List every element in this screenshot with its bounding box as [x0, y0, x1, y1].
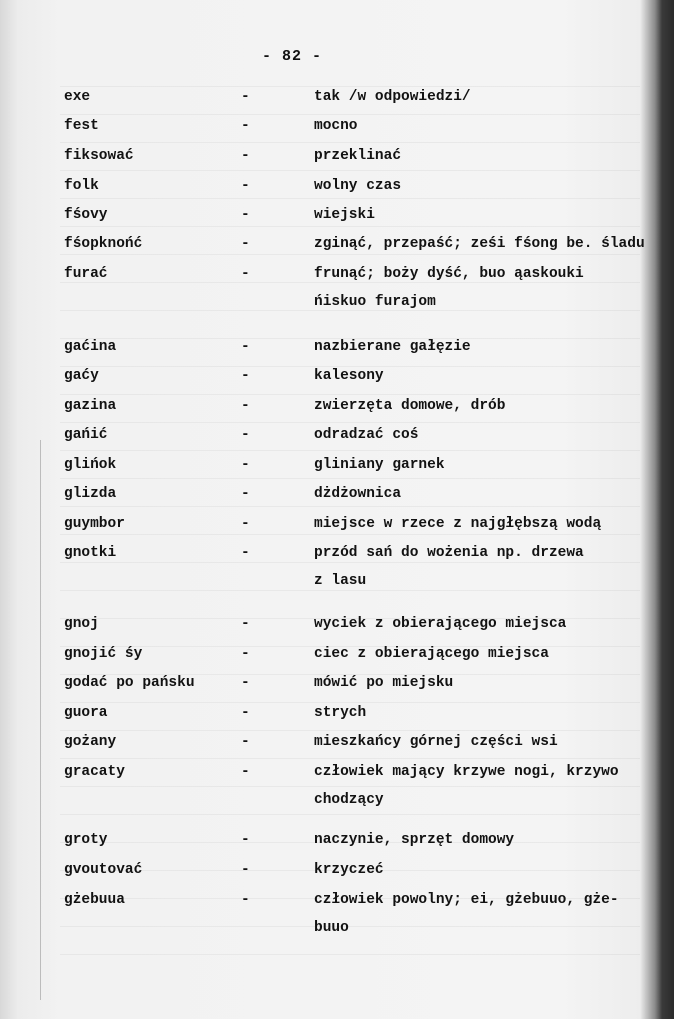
entry-definition: wyciek z obierającego miejsca — [314, 616, 567, 632]
entry-term: fest — [64, 118, 99, 134]
entry-term: gracaty — [64, 764, 125, 780]
entry-term: fśovy — [64, 207, 108, 223]
glossary-entry — [0, 230, 674, 258]
entry-definition: strych — [314, 705, 367, 721]
entry-dash: - — [241, 675, 250, 691]
entry-dash: - — [241, 457, 250, 473]
glossary-entry — [0, 539, 674, 589]
entry-term: fiksować — [64, 148, 134, 164]
entry-definition: kalesony — [314, 368, 384, 384]
entry-definition: mówić po miejsku — [314, 675, 454, 691]
entry-dash: - — [241, 892, 250, 908]
entry-term: gaćina — [64, 339, 117, 355]
entry-definition: zginąć, przepaść; ześi fśong be. śladu — [314, 236, 645, 252]
entry-term: folk — [64, 178, 99, 194]
glossary-entry — [0, 886, 674, 936]
entry-definition-continuation: ńiskuo furajom — [314, 294, 436, 310]
entry-dash: - — [241, 832, 250, 848]
entry-dash: - — [241, 545, 250, 561]
glossary-entry — [0, 480, 674, 508]
entry-definition: ciec z obierającego miejsca — [314, 646, 549, 662]
entry-definition: krzyczeć — [314, 862, 384, 878]
entry-term: guymbor — [64, 516, 125, 532]
entry-dash: - — [241, 516, 250, 532]
entry-term: gożany — [64, 734, 117, 750]
glossary-entry — [0, 669, 674, 697]
entry-dash: - — [241, 646, 250, 662]
entry-dash: - — [241, 178, 250, 194]
entry-term: furać — [64, 266, 108, 282]
entry-definition: człowiek mający krzywe nogi, krzywo — [314, 764, 619, 780]
entry-term: gnotki — [64, 545, 117, 561]
entry-definition: zwierzęta domowe, drób — [314, 398, 506, 414]
entry-definition: naczynie, sprzęt domowy — [314, 832, 515, 848]
entry-definition: mieszkańcy górnej części wsi — [314, 734, 558, 750]
entry-definition: gliniany garnek — [314, 457, 445, 473]
glossary-entry — [0, 362, 674, 390]
entry-term: gaćy — [64, 368, 99, 384]
entry-definition: wiejski — [314, 207, 375, 223]
entry-term: glizda — [64, 486, 117, 502]
entry-term: guora — [64, 705, 108, 721]
entry-definition: odradzać coś — [314, 427, 419, 443]
entry-dash: - — [241, 266, 250, 282]
glossary-entry — [0, 392, 674, 420]
glossary-entry — [0, 421, 674, 449]
entry-dash: - — [241, 118, 250, 134]
glossary-entry — [0, 142, 674, 170]
entry-term: gvoutovać — [64, 862, 143, 878]
entry-definition: dżdżownica — [314, 486, 402, 502]
glossary-entry — [0, 172, 674, 200]
entry-definition-continuation: buuo — [314, 920, 349, 936]
entry-definition-continuation: z lasu — [314, 573, 367, 589]
glossary-entry — [0, 826, 674, 854]
entry-definition: wolny czas — [314, 178, 402, 194]
entry-dash: - — [241, 764, 250, 780]
entry-dash: - — [241, 148, 250, 164]
entry-dash: - — [241, 486, 250, 502]
glossary-entry — [0, 83, 674, 111]
glossary-entry — [0, 112, 674, 140]
entry-dash: - — [241, 862, 250, 878]
entry-dash: - — [241, 427, 250, 443]
page-number: - 82 - — [261, 48, 322, 65]
entry-definition: miejsce w rzece z najgłębszą wodą — [314, 516, 602, 532]
glossary-entry — [0, 758, 674, 808]
entry-dash: - — [241, 616, 250, 632]
entry-term: groty — [64, 832, 108, 848]
entry-term: fśopknońć — [64, 236, 143, 252]
entry-definition: frunąć; boży dyść, buo ąaskouki — [314, 266, 584, 282]
glossary-entry — [0, 640, 674, 668]
glossary-entry — [0, 856, 674, 884]
entry-dash: - — [241, 734, 250, 750]
entry-dash: - — [241, 398, 250, 414]
entry-definition: mocno — [314, 118, 358, 134]
glossary-entry — [0, 333, 674, 361]
entry-term: gżebuua — [64, 892, 125, 908]
entry-dash: - — [241, 705, 250, 721]
glossary-entry — [0, 728, 674, 756]
entry-dash: - — [241, 339, 250, 355]
entry-term: godać po pańsku — [64, 675, 195, 691]
entry-term: gnoj — [64, 616, 99, 632]
entry-term: gnojić śy — [64, 646, 143, 662]
glossary-entry — [0, 260, 674, 310]
entry-definition: tak /w odpowiedzi/ — [314, 89, 471, 105]
glossary-entry — [0, 610, 674, 638]
entry-dash: - — [241, 89, 250, 105]
entry-term: glińok — [64, 457, 117, 473]
entry-term: exe — [64, 89, 91, 105]
entry-definition: przód sań do wożenia np. drzewa — [314, 545, 584, 561]
entry-dash: - — [241, 236, 250, 252]
entry-dash: - — [241, 368, 250, 384]
entry-definition-continuation: chodzący — [314, 792, 384, 808]
glossary-entry — [0, 510, 674, 538]
entry-definition: przeklinać — [314, 148, 402, 164]
glossary-entry — [0, 451, 674, 479]
entry-definition: nazbierane gałęzie — [314, 339, 471, 355]
entry-term: gańić — [64, 427, 108, 443]
entry-dash: - — [241, 207, 250, 223]
glossary-entry — [0, 699, 674, 727]
entry-definition: człowiek powolny; ei, gżebuuo, gże- — [314, 892, 619, 908]
entry-term: gazina — [64, 398, 117, 414]
glossary-entry — [0, 201, 674, 229]
